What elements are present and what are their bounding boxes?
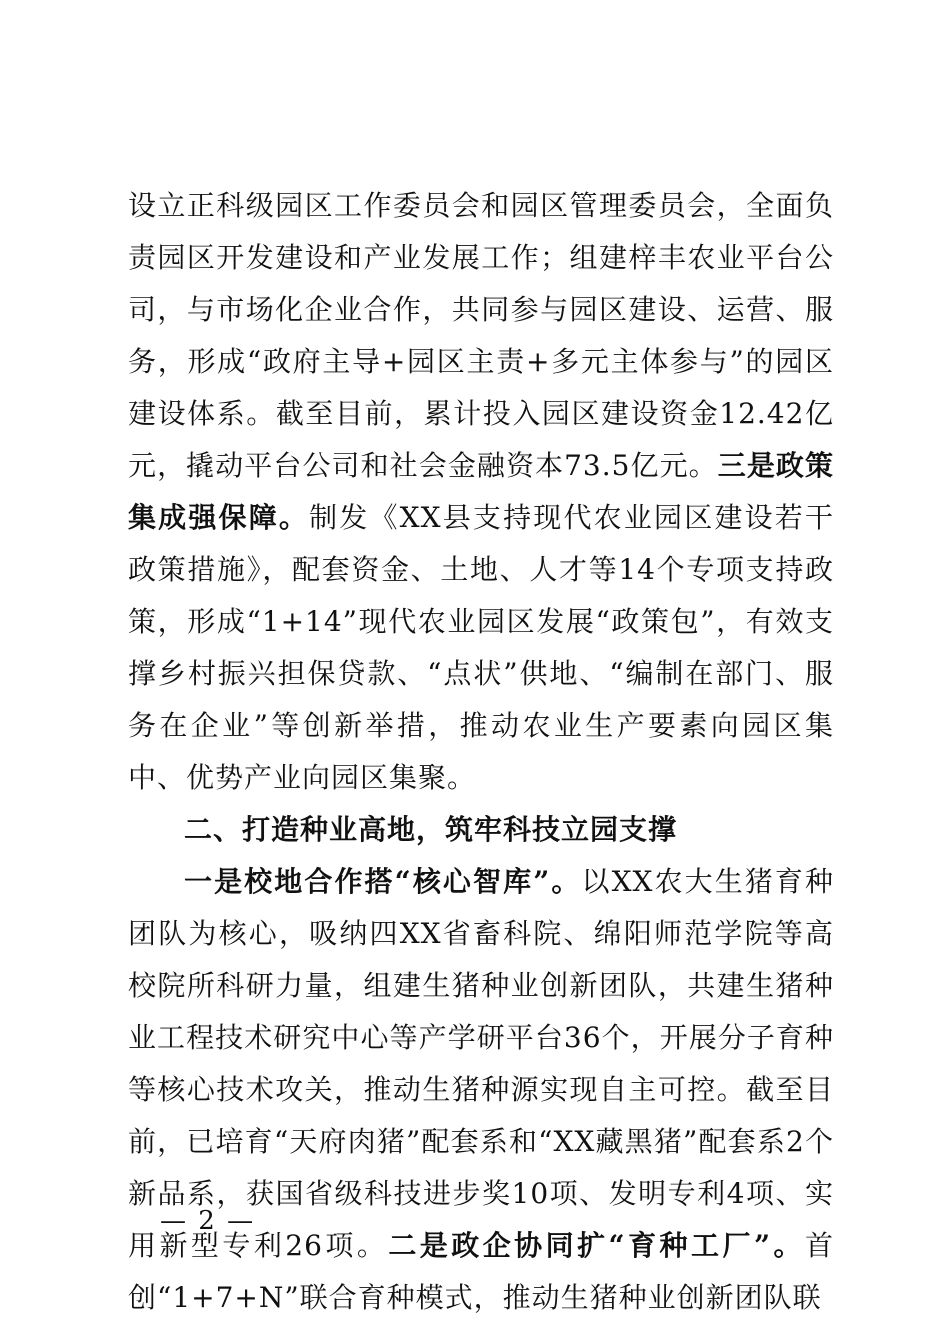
paragraph-policy-support [128,180,834,804]
paragraph-text: 设立正科级园区工作委员会和园区管理委员会，全面负责园区开发建设和产业发展工作；组建梓丰农业平台公司，与市场化企业合作，共同参与园区建设、运营、服务，形成“政府主导+园区主责+多元主体参与”的园区建设体系。截至目前，累计投入园区建设资金12.42亿元，撬动平台公司和社会金融资本73.5亿元。 [128,189,834,482]
page-number: — 2 — [160,1206,256,1236]
bold-lead-phrase: 一是校地合作搭“核心智库”。 [184,865,582,898]
bold-lead-phrase: 三是政策集成强保障。 [128,449,834,534]
paragraph-text: 制发《XX县支持现代农业园区建设若干政策措施》，配套资金、土地、人才等14个专项支持政策，形成“1+14”现代农业园区发展“政策包”，有效支撑乡村振兴担保贷款、“点状”供地、“编制在部门、服务在企业”等创新举措，推动农业生产要素向园区集中、优势产业向园区集聚。 [128,501,834,794]
paragraph-breeding-highland [128,856,834,1324]
paragraph-text: 以XX农大生猪育种团队为核心，吸纳四XX省畜科院、绵阳师范学院等高校院所科研力量，组建生猪种业创新团队，共建生猪种业工程技术研究中心等产学研平台36个，开展分子育种等核心技术攻关，推动生猪种源实现自主可控。截至目前，已培育“天府肉猪”配套系和“XX藏黑猪”配套系2个新品系，获国省级科技进步奖10项、发明专利4项、实用新型专利26项。 [128,865,834,1262]
section-heading: 二、打造种业高地，筑牢科技立园支撑 [184,813,678,846]
document-body [128,180,834,1324]
bold-lead-phrase: 二是政企协同扩“育种工厂”。 [388,1229,805,1262]
paragraph-text: 首创“1+7+N”联合育种模式，推动生猪种业创新团队联 [128,1229,834,1314]
